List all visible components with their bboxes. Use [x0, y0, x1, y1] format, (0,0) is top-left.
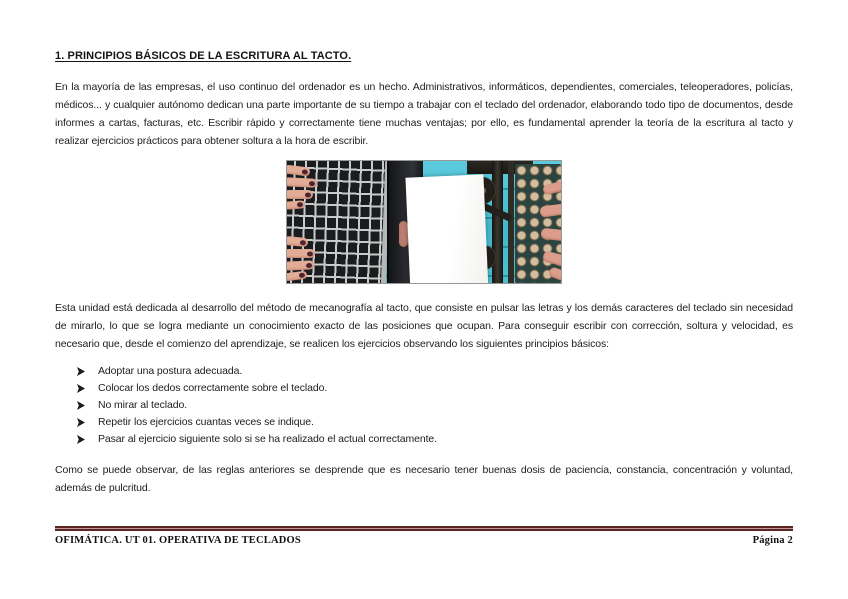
list-item: [77, 431, 793, 448]
list-item: [77, 363, 793, 380]
typing-finger: [286, 177, 317, 188]
arrow-bullet-icon: [77, 384, 85, 393]
list-item-text: Colocar los dedos correctamente sobre el teclado.: [98, 382, 328, 394]
list-item-text: Repetir los ejercicios cuantas veces se indique.: [98, 416, 314, 428]
typewriter-frame-bar: [508, 161, 514, 283]
typing-finger: [286, 260, 314, 271]
principles-list: [55, 363, 793, 448]
list-item: [77, 380, 793, 397]
footer-row: [55, 535, 793, 546]
typing-finger: [286, 200, 305, 209]
list-item-text: Adoptar una postura adecuada.: [98, 365, 243, 377]
paragraph-closing: Como se puede observar, de las reglas anteriores se desprende que es necesario tener buenas dosis de paciencia, constancia, concentración y voluntad, además de pulcritud.: [55, 464, 793, 494]
paper-sheet: [405, 174, 488, 284]
list-item: [77, 414, 793, 431]
list-item: [77, 397, 793, 414]
page-footer: [55, 526, 793, 546]
document-content: [55, 50, 793, 507]
arrow-bullet-icon: [77, 367, 85, 376]
paragraph-intro: En la mayoría de las empresas, el uso continuo del ordenador es un hecho. Administrativos, informáticos, dependientes, comerciales, teleoperadores, policías, médicos... y cualquier autónomo dedican una parte importante de su tiempo a trabajar con el teclado del ordenador, elaborando todo tipo de documentos, desde informes a cartas, facturas, etc. Escribir rápido y correctamente tiene muchas ventajas; por ello, es fundamental aprender la teoría de la escritura al tacto y realizar ejercicios prácticos para obtener soltura a la hora de escribir.: [55, 81, 793, 147]
arrow-bullet-icon: [77, 418, 85, 427]
typing-finger: [286, 190, 313, 199]
typing-finger: [286, 249, 315, 258]
footer-document-title: OFIMÁTICA. UT 01. OPERATIVA DE TECLADOS: [55, 535, 301, 546]
laptop-vs-typewriter-photo: [286, 160, 562, 284]
footer-rule: [55, 526, 793, 531]
list-item-text: Pasar al ejercicio siguiente solo si se ha realizado el actual correctamente.: [98, 433, 437, 445]
page-title: 1. PRINCIPIOS BÁSICOS DE LA ESCRITURA AL TACTO.: [55, 50, 352, 62]
footer-page-number: Página 2: [752, 535, 793, 546]
arrow-bullet-icon: [77, 401, 85, 410]
arrow-bullet-icon: [77, 435, 85, 444]
list-item-text: No mirar al teclado.: [98, 399, 188, 411]
paragraph-unit: Esta unidad está dedicada al desarrollo del método de mecanografía al tacto, que consiste en pulsar las letras y los demás caracteres del teclado sin necesidad de mirarlo, lo que se logra mediante un conocimiento exacto de las posiciones que ocupan. Para conseguir escribir con corrección, soltura y velocidad, es necesario que, desde el comienzo del aprendizaje, se realicen los ejercicios observando los siguientes principios básicos:: [55, 302, 793, 350]
